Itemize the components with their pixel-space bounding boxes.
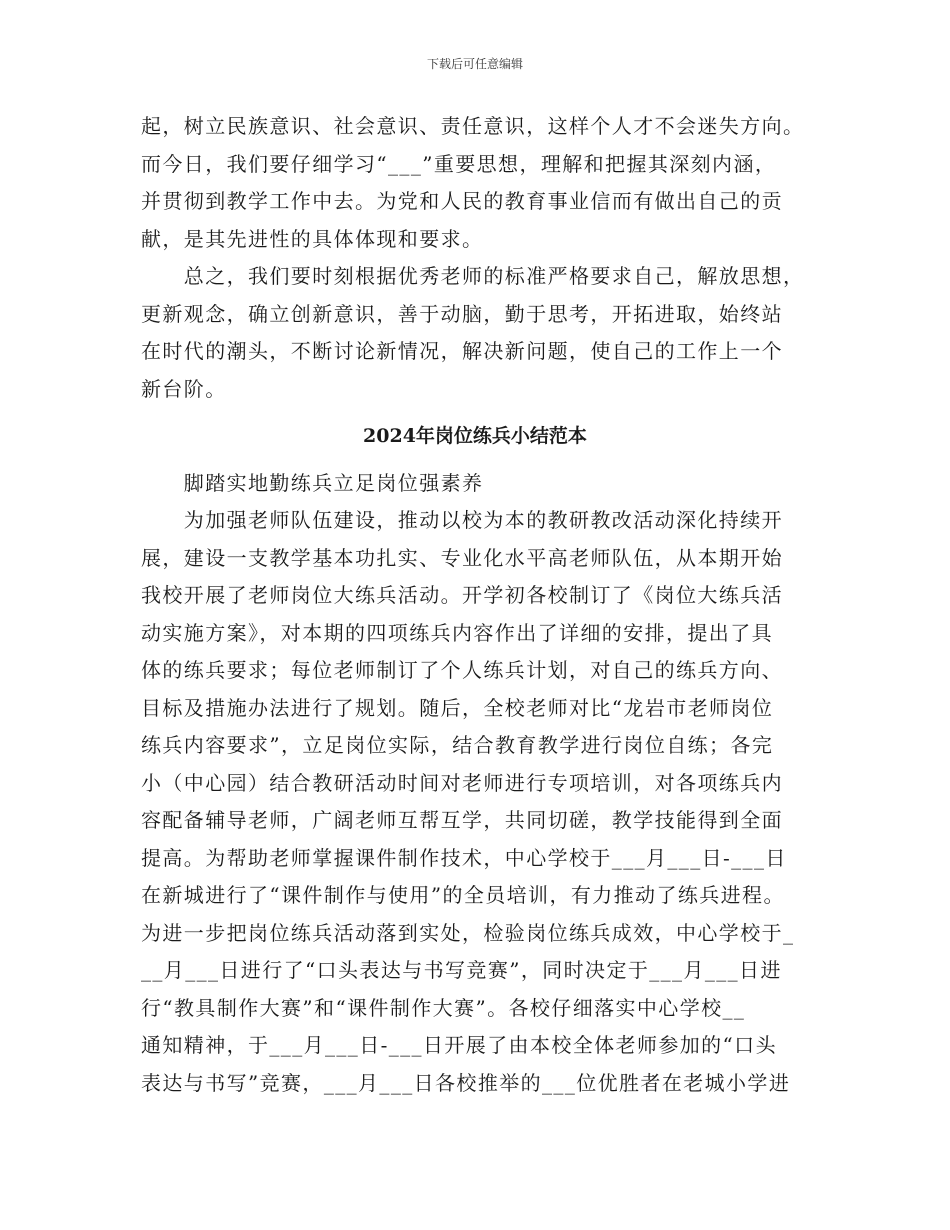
paragraph-line: 提高。为帮助老师掌握课件制作技术，中心学校于___月___日-___日: [141, 846, 787, 870]
paragraph-line: 在新城进行了“课件制作与使用”的全员培训，有力推动了练兵进程。: [141, 883, 785, 907]
paragraph-line: 起，树立民族意识、社会意识、责任意识，这样个人才不会迷失方向。: [141, 114, 805, 138]
paragraph-line: 小（中心园）结合教研活动时间对老师进行专项培训，对各项练兵内: [141, 771, 783, 795]
paragraph-line: 练兵内容要求”，立足岗位实际，结合教育教学进行岗位自练；各完: [141, 733, 774, 757]
paragraph-line: 并贯彻到教学工作中去。为党和人民的教育事业信而有做出自己的贡: [141, 189, 783, 213]
paragraph-line: 表达与书写”竞赛，___月___日各校推举的___位优胜者在老城小学进: [141, 1071, 791, 1095]
paragraph-line: 为加强老师队伍建设，推动以校为本的教研教改活动深化持续开: [141, 508, 783, 532]
paragraph-line: 通知精神，于___月___日-___日开展了由本校全体老师参加的“口头: [141, 1033, 777, 1057]
paragraph-line: 动实施方案》，对本期的四项练兵内容作出了详细的安排，提出了具: [141, 621, 773, 645]
paragraph-line: 总之，我们要时刻根据优秀老师的标准严格要求自己，解放思想，: [141, 264, 805, 288]
paragraph-line: 目标及措施办法进行了规划。随后，全校老师对比“龙岩市老师岗位: [141, 696, 774, 720]
paragraph-line: 行“教具制作大赛”和“课件制作大赛”。各校仔细落实中心学校__: [141, 996, 746, 1020]
paragraph-line: 更新观念，确立创新意识，善于动脑，勤于思考，开拓进取，始终站: [141, 302, 783, 326]
paragraph-line: 献，是其先进性的具体体现和要求。: [141, 227, 484, 251]
subtitle-line: 脚踏实地勤练兵立足岗位强素养: [141, 471, 484, 495]
paragraph-line: 而今日，我们要仔细学习“___”重要思想，理解和把握其深刻内涵，: [141, 152, 777, 176]
paragraph-line: 为进一步把岗位练兵活动落到实处，检验岗位练兵成效，中心学校于_: [141, 921, 795, 945]
document-title: 2024年岗位练兵小结范本: [363, 425, 587, 447]
paragraph-line: 我校开展了老师岗位大练兵活动。开学初各校制订了《岗位大练兵活: [141, 583, 783, 607]
page-header: 下载后可任意编辑: [426, 57, 523, 71]
paragraph-line: 新台阶。: [141, 377, 227, 401]
paragraph-line: 体的练兵要求；每位老师制订了个人练兵计划，对自己的练兵方向、: [141, 658, 783, 682]
paragraph-line: 在时代的潮头，不断讨论新情况，解决新问题，使自己的工作上一个: [141, 339, 783, 363]
paragraph-line: 展，建设一支教学基本功扎实、专业化水平高老师队伍，从本期开始: [141, 546, 783, 570]
paragraph-line: 容配备辅导老师，广阔老师互帮互学，共同切磋，教学技能得到全面: [141, 808, 783, 832]
paragraph-line: __月___日进行了“口头表达与书写竞赛”，同时决定于___月___日进: [141, 958, 782, 982]
